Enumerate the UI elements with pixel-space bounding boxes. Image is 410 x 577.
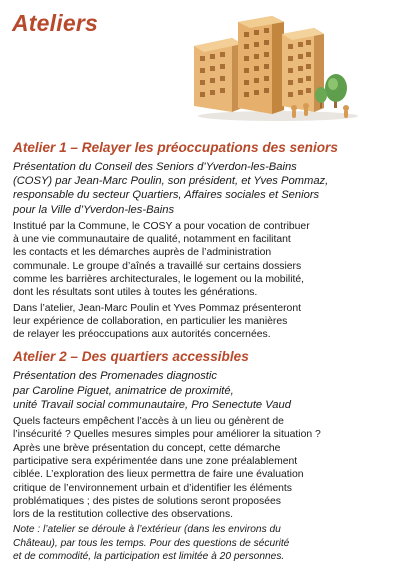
text-line: les contacts et les démarches auprès de l’administration — [13, 247, 272, 259]
text-line: participative sera expérimentée dans une zone préalablement — [13, 455, 298, 467]
atelier-2-description — [13, 415, 393, 521]
text-line: pour la Ville d’Yverdon-les-Bains — [13, 203, 175, 216]
atelier-1-subtitle — [13, 160, 393, 217]
atelier-2-subtitle — [13, 369, 393, 412]
wooden-buildings-illustration — [186, 8, 366, 123]
text-line: Dans l’atelier, Jean-Marc Poulin et Yves Pommaz présenteront — [13, 302, 301, 314]
text-line: (COSY) par Jean-Marc Poulin, son président, et Yves Pommaz, — [13, 175, 329, 188]
text-line: Institué par la Commune, le COSY a pour vocation de contribuer — [13, 220, 310, 232]
text-line: Château), par tous les temps. Pour des questions de sécurité — [13, 537, 290, 549]
atelier-2-title: Atelier 2 – Des quartiers accessibles — [13, 349, 249, 365]
text-line: l’insécurité ? Quelles mesures simples pour améliorer la situation ? — [13, 429, 321, 441]
text-line: par Caroline Piguet, animatrice de proximité, — [13, 384, 234, 397]
text-line: critique de l’environnement urbain et d’identifier les éléments — [13, 482, 292, 494]
text-line: à une vie communautaire de qualité, notamment en facilitant — [13, 234, 291, 246]
text-line: lors de la restitution collective des observations. — [13, 509, 234, 521]
text-line: unité Travail social communautaire, Pro Senectute Vaud — [13, 398, 291, 411]
text-line: de relayer les préoccupations aux autorités concernées. — [13, 329, 271, 341]
text-line: Quels facteurs empêchent l’accès à un lieu ou génèrent de — [13, 416, 284, 428]
text-line: Présentation des Promenades diagnostic — [13, 370, 217, 383]
text-line: problématiques ; des pistes de solutions seront proposées — [13, 495, 282, 507]
text-line: communale. Le groupe d’aînés a travaillé sur certains dossiers — [13, 260, 302, 272]
atelier-1-description — [13, 220, 393, 300]
content — [13, 140, 393, 563]
text-line: responsable du secteur Quartiers, Affaires sociales et Seniors — [13, 189, 320, 202]
text-line: Note : l’atelier se déroule à l’extérieur (dans les environs du — [13, 524, 281, 536]
text-line: et de commodité, la participation est limitée à 20 personnes. — [13, 550, 285, 562]
atelier-1-title: Atelier 1 – Relayer les préoccupations des seniors — [13, 140, 338, 155]
text-line: leur expérience de collaboration, en particulier les manières — [13, 315, 288, 327]
atelier-1-workshop-text — [13, 302, 393, 342]
page-title: Ateliers — [12, 10, 98, 36]
text-line: dont les résultats sont utiles à toutes les générations. — [13, 287, 258, 299]
text-line: comme les barrières architecturales, le logement ou la mobilité, — [13, 274, 305, 285]
text-line: ciblée. L’exploration des lieux permettra de faire une évaluation — [13, 469, 304, 481]
text-line: Présentation du Conseil des Seniors d’Yverdon-les-Bains — [13, 161, 297, 173]
atelier-2-note — [13, 523, 393, 563]
text-line: Après une brève présentation du concept, cette démarche — [13, 442, 281, 454]
